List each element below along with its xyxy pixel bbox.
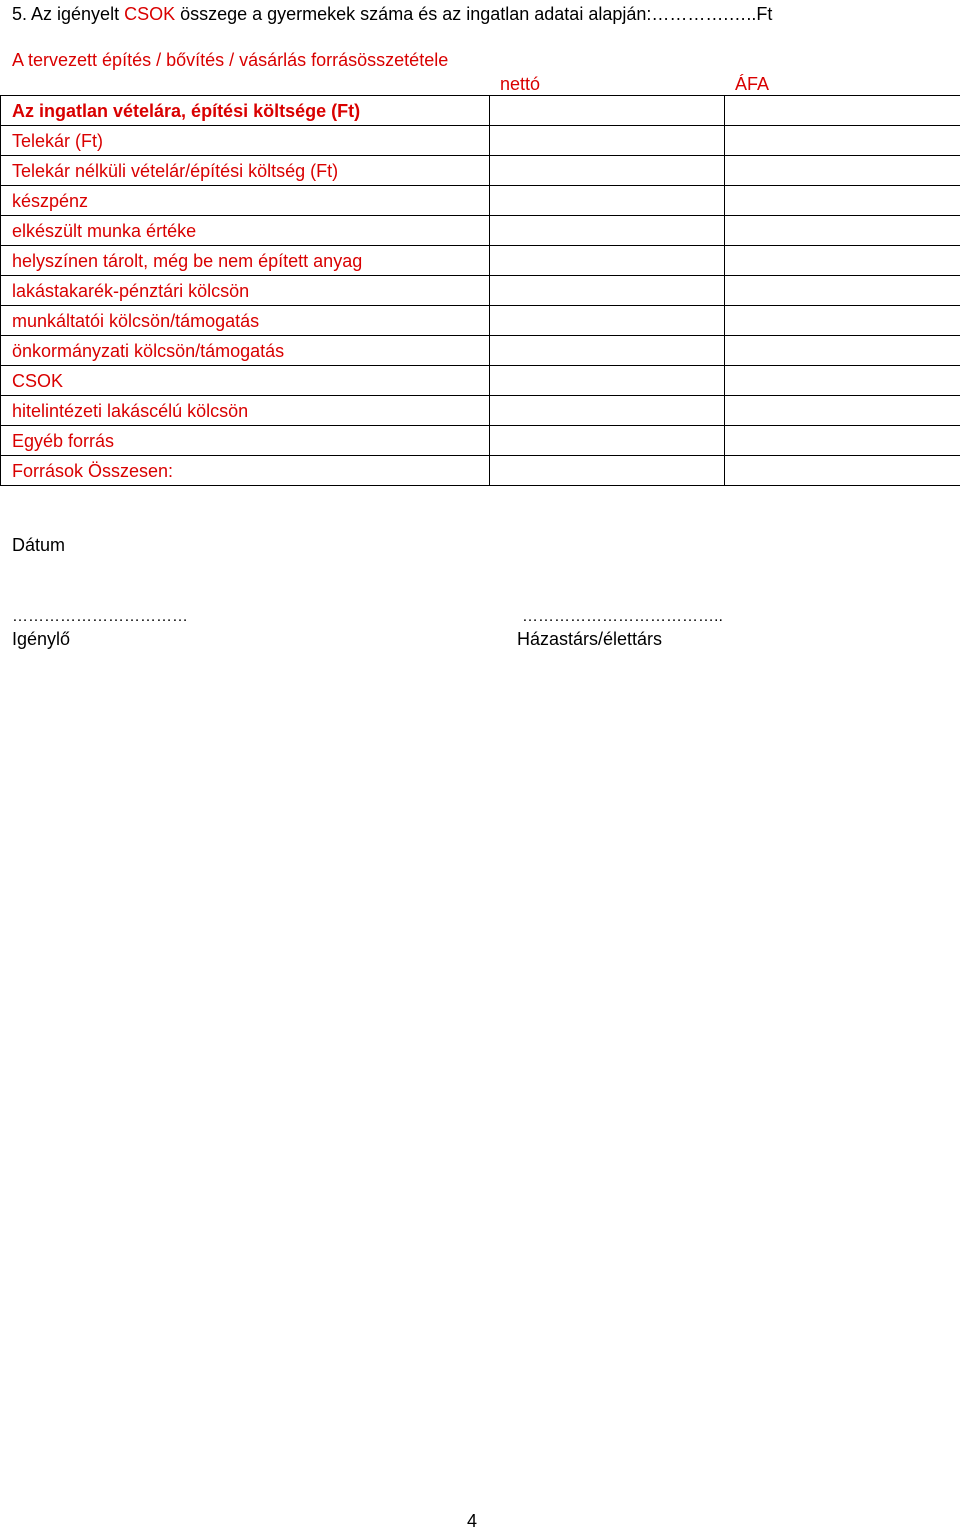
page-number: 4 <box>467 1511 478 1531</box>
netto-cell[interactable] <box>490 426 725 456</box>
table-row <box>1 456 960 486</box>
table-row <box>1 216 960 246</box>
question-5-suffix: összege a gyermekek száma és az ingatlan adatai alapján:………….…..Ft <box>175 4 773 24</box>
row-label: önkormányzati kölcsön/támogatás <box>1 336 490 366</box>
row-label: Az ingatlan vételára, építési költsége (Ft) <box>1 96 490 126</box>
row-label: Telekár (Ft) <box>1 126 490 156</box>
afa-cell[interactable] <box>725 456 960 486</box>
afa-cell[interactable] <box>725 366 960 396</box>
afa-cell[interactable] <box>725 426 960 456</box>
table-row <box>1 186 960 216</box>
spouse-signature-line[interactable]: ……………………………….. <box>522 608 723 625</box>
table-row <box>1 246 960 276</box>
question-5 <box>12 3 772 25</box>
afa-cell[interactable] <box>725 276 960 306</box>
table-row <box>1 426 960 456</box>
netto-cell[interactable] <box>490 216 725 246</box>
afa-cell[interactable] <box>725 336 960 366</box>
table-row <box>1 156 960 186</box>
row-label: elkészült munka értéke <box>1 216 490 246</box>
funding-sources-table <box>0 95 960 486</box>
row-label: készpénz <box>1 186 490 216</box>
netto-cell[interactable] <box>490 456 725 486</box>
row-label: lakástakarék-pénztári kölcsön <box>1 276 490 306</box>
applicant-signature-line[interactable]: …………………………… <box>12 608 188 625</box>
row-label: Egyéb forrás <box>1 426 490 456</box>
table-row <box>1 306 960 336</box>
netto-cell[interactable] <box>490 126 725 156</box>
row-label: helyszínen tárolt, még be nem épített anyag <box>1 246 490 276</box>
afa-cell[interactable] <box>725 396 960 426</box>
section-title: A tervezett építés / bővítés / vásárlás forrásösszetétele <box>12 50 449 70</box>
question-5-prefix: 5. Az igényelt <box>12 4 125 24</box>
afa-cell[interactable] <box>725 126 960 156</box>
table-row <box>1 96 960 126</box>
afa-cell[interactable] <box>725 186 960 216</box>
afa-cell[interactable] <box>725 216 960 246</box>
table-row <box>1 336 960 366</box>
netto-cell[interactable] <box>490 276 725 306</box>
netto-cell[interactable] <box>490 156 725 186</box>
column-header-afa: ÁFA <box>735 74 770 94</box>
table-row <box>1 126 960 156</box>
applicant-label: Igénylő <box>12 629 71 649</box>
spouse-label: Házastárs/élettárs <box>517 629 663 649</box>
date-label: Dátum <box>12 535 66 555</box>
question-5-csok: CSOK <box>124 4 176 24</box>
row-label: CSOK <box>1 366 490 396</box>
afa-cell[interactable] <box>725 96 960 126</box>
netto-cell[interactable] <box>490 366 725 396</box>
table-row <box>1 276 960 306</box>
netto-cell[interactable] <box>490 306 725 336</box>
row-label: Források Összesen: <box>1 456 490 486</box>
afa-cell[interactable] <box>725 156 960 186</box>
column-header-netto: nettó <box>500 74 541 94</box>
netto-cell[interactable] <box>490 246 725 276</box>
netto-cell[interactable] <box>490 336 725 366</box>
row-label: hitelintézeti lakáscélú kölcsön <box>1 396 490 426</box>
table-row <box>1 366 960 396</box>
netto-cell[interactable] <box>490 396 725 426</box>
row-label: Telekár nélküli vételár/építési költség (Ft) <box>1 156 490 186</box>
table-row <box>1 396 960 426</box>
row-label: munkáltatói kölcsön/támogatás <box>1 306 490 336</box>
afa-cell[interactable] <box>725 246 960 276</box>
netto-cell[interactable] <box>490 96 725 126</box>
afa-cell[interactable] <box>725 306 960 336</box>
netto-cell[interactable] <box>490 186 725 216</box>
